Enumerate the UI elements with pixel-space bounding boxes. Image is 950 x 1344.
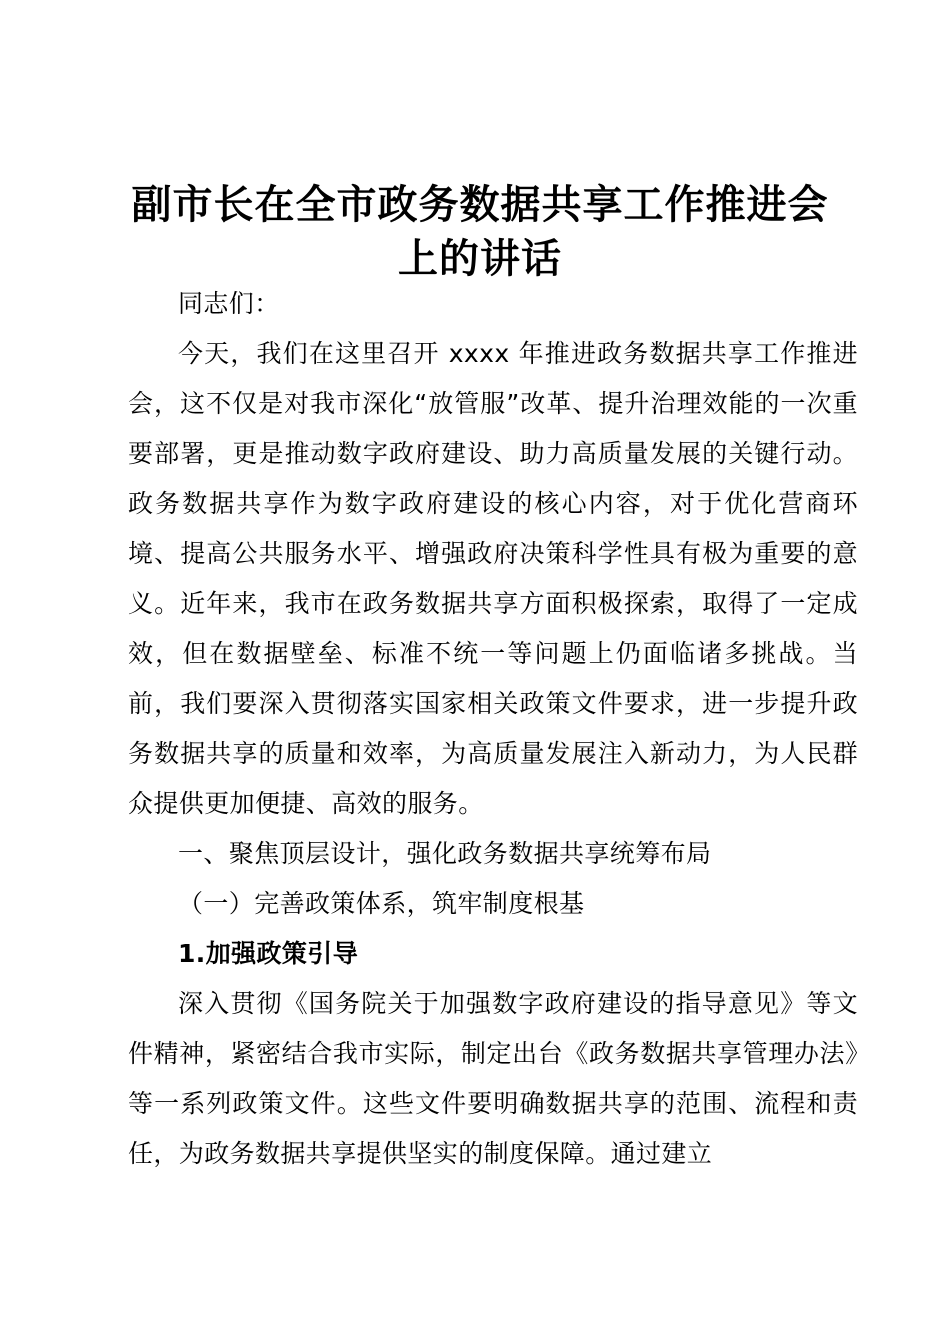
heading-block-1 (128, 829, 858, 879)
paragraph-block-1 (128, 329, 858, 829)
opening-paragraph: 今天，我们在这里召开 xxxx 年推进政务数据共享工作推进会，这不仅是对我市深化“放管服”改革、提升治理效能的一次重要部署，更是推动数字政府建设、助力高质量发展的关键行动。政务数据共享作为数字政府建设的核心内容，对于优化营商环境、提高公共服务水平、增强政府决策科学性具有极为重要的意义。近年来，我市在政务数据共享方面积极探索，取得了一定成效，但在数据壁垒、标准不统一等问题上仍面临诸多挑战。当前，我们要深入贯彻落实国家相关政策文件要求，进一步提升政务数据共享的质量和效率，为高质量发展注入新动力，为人民群众提供更加便捷、高效的服务。 (128, 339, 858, 818)
paragraph-block-2 (128, 979, 858, 1179)
subsection-heading: （一）完善政策体系，筑牢制度根基 (178, 889, 585, 918)
heading-block-2 (128, 879, 858, 929)
policy-paragraph: 深入贯彻《国务院关于加强数字政府建设的指导意见》等文件精神，紧密结合我市实际，制定出台《政务数据共享管理办法》等一系列政策文件。这些文件要明确数据共享的范围、流程和责任，为政务数据共享提供坚实的制度保障。通过建立 (128, 989, 858, 1168)
section-heading: 一、聚焦顶层设计，强化政务数据共享统筹布局 (178, 839, 712, 868)
salutation: 同志们： (178, 289, 280, 318)
title-line-2: 上的讲话 (398, 236, 562, 282)
title-line-1: 副市长在全市政务数据共享工作推进会 (131, 182, 829, 228)
item-heading: 1.加强政策引导 (178, 939, 359, 968)
salutation-block (128, 279, 858, 329)
document-title (120, 178, 840, 286)
heading-block-3 (128, 929, 858, 979)
